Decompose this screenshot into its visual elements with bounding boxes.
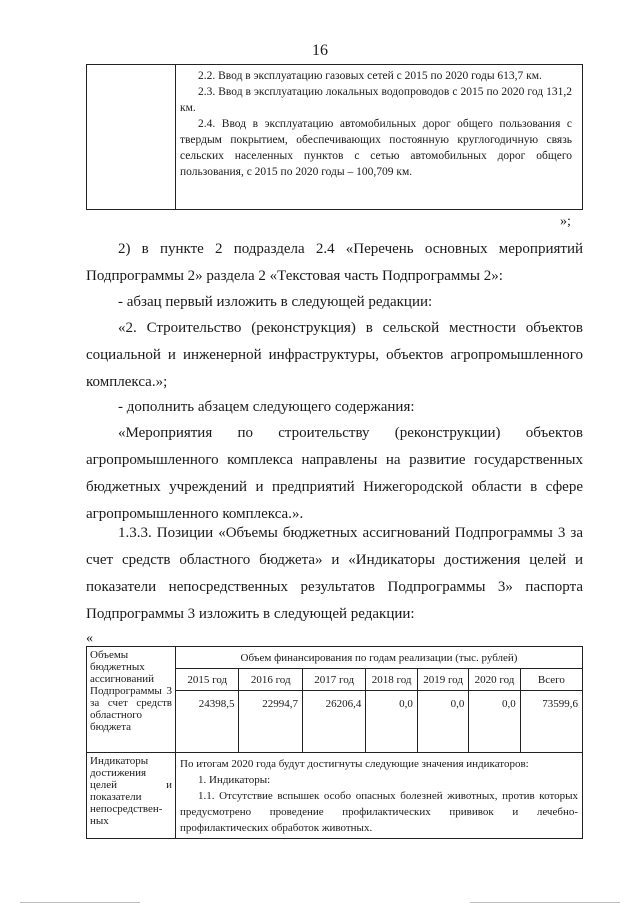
- scan-artifact: [20, 902, 140, 903]
- scan-artifact: [470, 902, 620, 903]
- paragraph-amendment-2: 2) в пункте 2 подраздела 2.4 «Перечень основных мероприятий Подпрограммы 2» раздела 2 «Текстовая часть Подпрограммы 2»:: [86, 241, 583, 284]
- item-2-3: 2.3. Ввод в эксплуатацию локальных водопроводов с 2015 по 2020 год 131,2 км.: [180, 86, 572, 114]
- continuation-table: [86, 64, 583, 210]
- paragraph-construction: «2. Строительство (реконструкция) в сельской местности объектов социальной и инженерной инфраструктуры, объектов агропромышленного комплекса.»;: [86, 320, 583, 390]
- indicators-row-label: Индикаторы достижения целей и показатели непосредствен-ных: [87, 753, 176, 839]
- year-header: 2016 год: [239, 669, 302, 691]
- year-header: 2017 год: [302, 669, 365, 691]
- budget-row-label: Объемы бюджетных ассигнований Подпрограммы 3 за счет средств областного бюджета: [87, 647, 176, 753]
- indicator-1-1: 1.1. Отсутствие вспышек особо опасных болезней животных, против которых предусмотрено проведение профилактических прививок и лечебно-профилактических обработок животных.: [180, 790, 578, 834]
- value-cell: 0,0: [417, 691, 468, 753]
- value-cell: 22994,7: [239, 691, 302, 753]
- paragraph-supplement: - дополнить абзацем следующего содержания:: [118, 399, 415, 415]
- value-cell: 24398,5: [176, 691, 239, 753]
- value-cell: 0,0: [366, 691, 417, 753]
- page-number: 16: [312, 42, 328, 59]
- year-header: 2019 год: [417, 669, 468, 691]
- year-header: 2015 год: [176, 669, 239, 691]
- indicators-cell: [176, 65, 583, 210]
- item-2-2: 2.2. Ввод в эксплуатацию газовых сетей с 2015 по 2020 годы 613,7 км.: [198, 70, 542, 82]
- total-value-cell: 73599,6: [520, 691, 582, 753]
- budget-table: [86, 646, 583, 839]
- indicators-heading: 1. Индикаторы:: [198, 774, 271, 786]
- paragraph-measures: «Мероприятия по строительству (реконструкции) объектов агропромышленного комплекса направлены на развитие государственных бюджетных учреждений и предприятий Нижегородской области в сфере агропромышленного комплекса.».: [86, 425, 583, 522]
- year-header: 2020 год: [469, 669, 520, 691]
- paragraph-1-3-3: 1.3.3. Позиции «Объемы бюджетных ассигнований Подпрограммы 3 за счет средств областного бюджета» и «Индикаторы достижения целей и показатели непосредственных результатов Подпрограммы 3» паспорта Подпрограммы 3 изложить в следующей редакции:: [86, 525, 583, 622]
- paragraph-first-abzac: - абзац первый изложить в следующей редакции:: [118, 294, 433, 310]
- opening-quote: «: [86, 631, 93, 646]
- indicators-intro: По итогам 2020 года будут достигнуты следующие значения индикаторов:: [180, 758, 529, 770]
- item-2-4: 2.4. Ввод в эксплуатацию автомобильных дорог общего пользования с твердым покрытием, обеспечивающих постоянную круглогодичную связь сельских населенных пунктов с сетью автомобильных дорог общего пользования, с 2015 по 2020 годы – 100,709 км.: [180, 118, 572, 178]
- indicators-text-cell: [176, 753, 583, 839]
- year-header: 2018 год: [366, 669, 417, 691]
- total-header: Всего: [520, 669, 582, 691]
- value-cell: 0,0: [469, 691, 520, 753]
- closing-quote: »;: [560, 214, 571, 229]
- empty-cell: [87, 65, 176, 210]
- value-cell: 26206,4: [302, 691, 365, 753]
- financing-header: Объем финансирования по годам реализации (тыс. рублей): [176, 647, 583, 669]
